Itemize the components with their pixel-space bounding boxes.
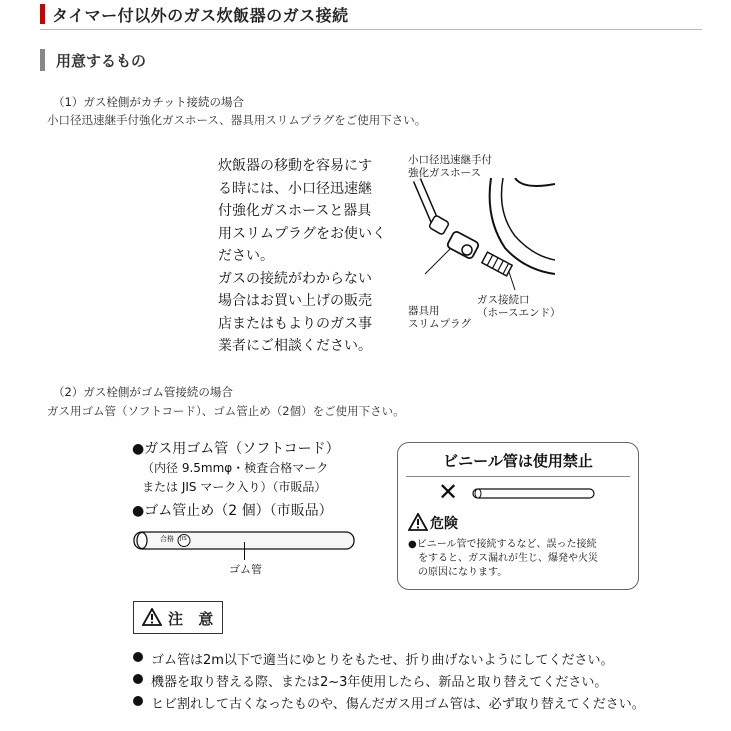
section-accent-bar [40, 49, 45, 71]
tube-mark-jis: JIS [180, 536, 187, 542]
plug-label-line: スリムプラグ [408, 318, 471, 330]
caution-item: ゴム管は2m以下で適当にゆとりをもたせ、折り曲げないようにしてください。 [151, 653, 614, 668]
cross-icon: ✕ [438, 478, 459, 506]
item1-line: （内径 9.5mmφ・検査合格マーク [142, 461, 329, 475]
title-divider [40, 29, 702, 30]
vinyl-tube-icon [472, 487, 596, 501]
warning-panel-divider [406, 476, 630, 477]
paragraph-line: 用スリムプラグをお使いく [218, 225, 386, 242]
section-title: 用意するもの [56, 52, 147, 70]
port-label-line: （ホースエンド） [477, 307, 561, 319]
case2-description: ガス用ゴム管（ソフトコード）、ゴム管止め（2個）をご使用下さい。 [47, 404, 405, 418]
bullet-dot [133, 652, 143, 662]
paragraph-line: ガスの接続がわからない [218, 270, 372, 287]
case1-description: 小口径迅速継手付強化ガスホース、器具用スリムプラグをご使用下さい。 [47, 113, 427, 127]
port-label [477, 294, 560, 320]
hose-label [408, 154, 492, 180]
paragraph-line: 場合はお買い上げの販売 [218, 293, 372, 309]
caution-box [133, 601, 223, 634]
caution-triangle-icon [142, 608, 162, 626]
tube-mark-pass: 合格 [160, 535, 174, 543]
warning-panel-title: ビニール管は使用禁止 [443, 452, 593, 470]
caution-label: 注 意 [168, 610, 219, 628]
warning-panel-body [408, 538, 598, 580]
warning-line: の原因になります。 [408, 567, 508, 578]
paragraph-line: 付強化ガスホースと器具 [218, 203, 372, 219]
plug-label-line: 器具用 [408, 305, 440, 317]
bullet-dot [133, 674, 143, 684]
paragraph-line: ださい。 [218, 248, 274, 264]
title-accent-bar [40, 4, 45, 24]
tube-label: ゴム管 [229, 563, 262, 576]
vinyl-warning-panel [397, 442, 639, 590]
paragraph-line: 業者にご相談ください。 [218, 338, 372, 354]
paragraph-line: 炊飯器の移動を容易にす [218, 158, 372, 174]
item1-line: ●ガス用ゴム管（ソフトコード） [132, 441, 340, 457]
tube-leader-line [244, 542, 245, 560]
case2-item2: ●ゴム管止め（2 個）（市販品） [132, 503, 333, 519]
caution-item: ヒビ割れして古くなったものや、傷んだガス用ゴム管は、必ず取り替えてください。 [151, 697, 645, 712]
danger-label: 危険 [430, 516, 458, 532]
caution-item: 機器を取り替える際、または2~3年使用したら、新品と取り替えてください。 [151, 675, 608, 690]
case2-item1 [132, 440, 340, 497]
page-title: タイマー付以外のガス炊飯器のガス接続 [52, 6, 349, 25]
warning-line: ●ビニール管で接続するなど、誤った接続 [408, 539, 597, 550]
case2-heading: （2）ガス栓側がゴム管接続の場合 [53, 385, 233, 399]
paragraph-line: る時には、小口径迅速継 [218, 180, 372, 197]
case1-heading: （1）ガス栓側がカチット接続の場合 [53, 95, 244, 109]
hose-label-line: 強化ガスホース [408, 167, 481, 179]
paragraph-line: 店またはもよりのガス事 [218, 315, 372, 332]
hose-connection-illustration [405, 178, 555, 298]
warning-line: をすると、ガス漏れが生じ、爆発や火災 [408, 553, 598, 564]
bullet-dot [133, 696, 143, 706]
warning-triangle-icon [408, 513, 428, 531]
hose-label-line: 小口径迅速継手付 [408, 154, 492, 166]
port-label-line: ガス接続口 [477, 294, 530, 306]
item1-line: または JIS マーク入り）（市販品） [142, 480, 327, 494]
plug-label [408, 305, 471, 331]
case1-paragraph [218, 155, 418, 358]
